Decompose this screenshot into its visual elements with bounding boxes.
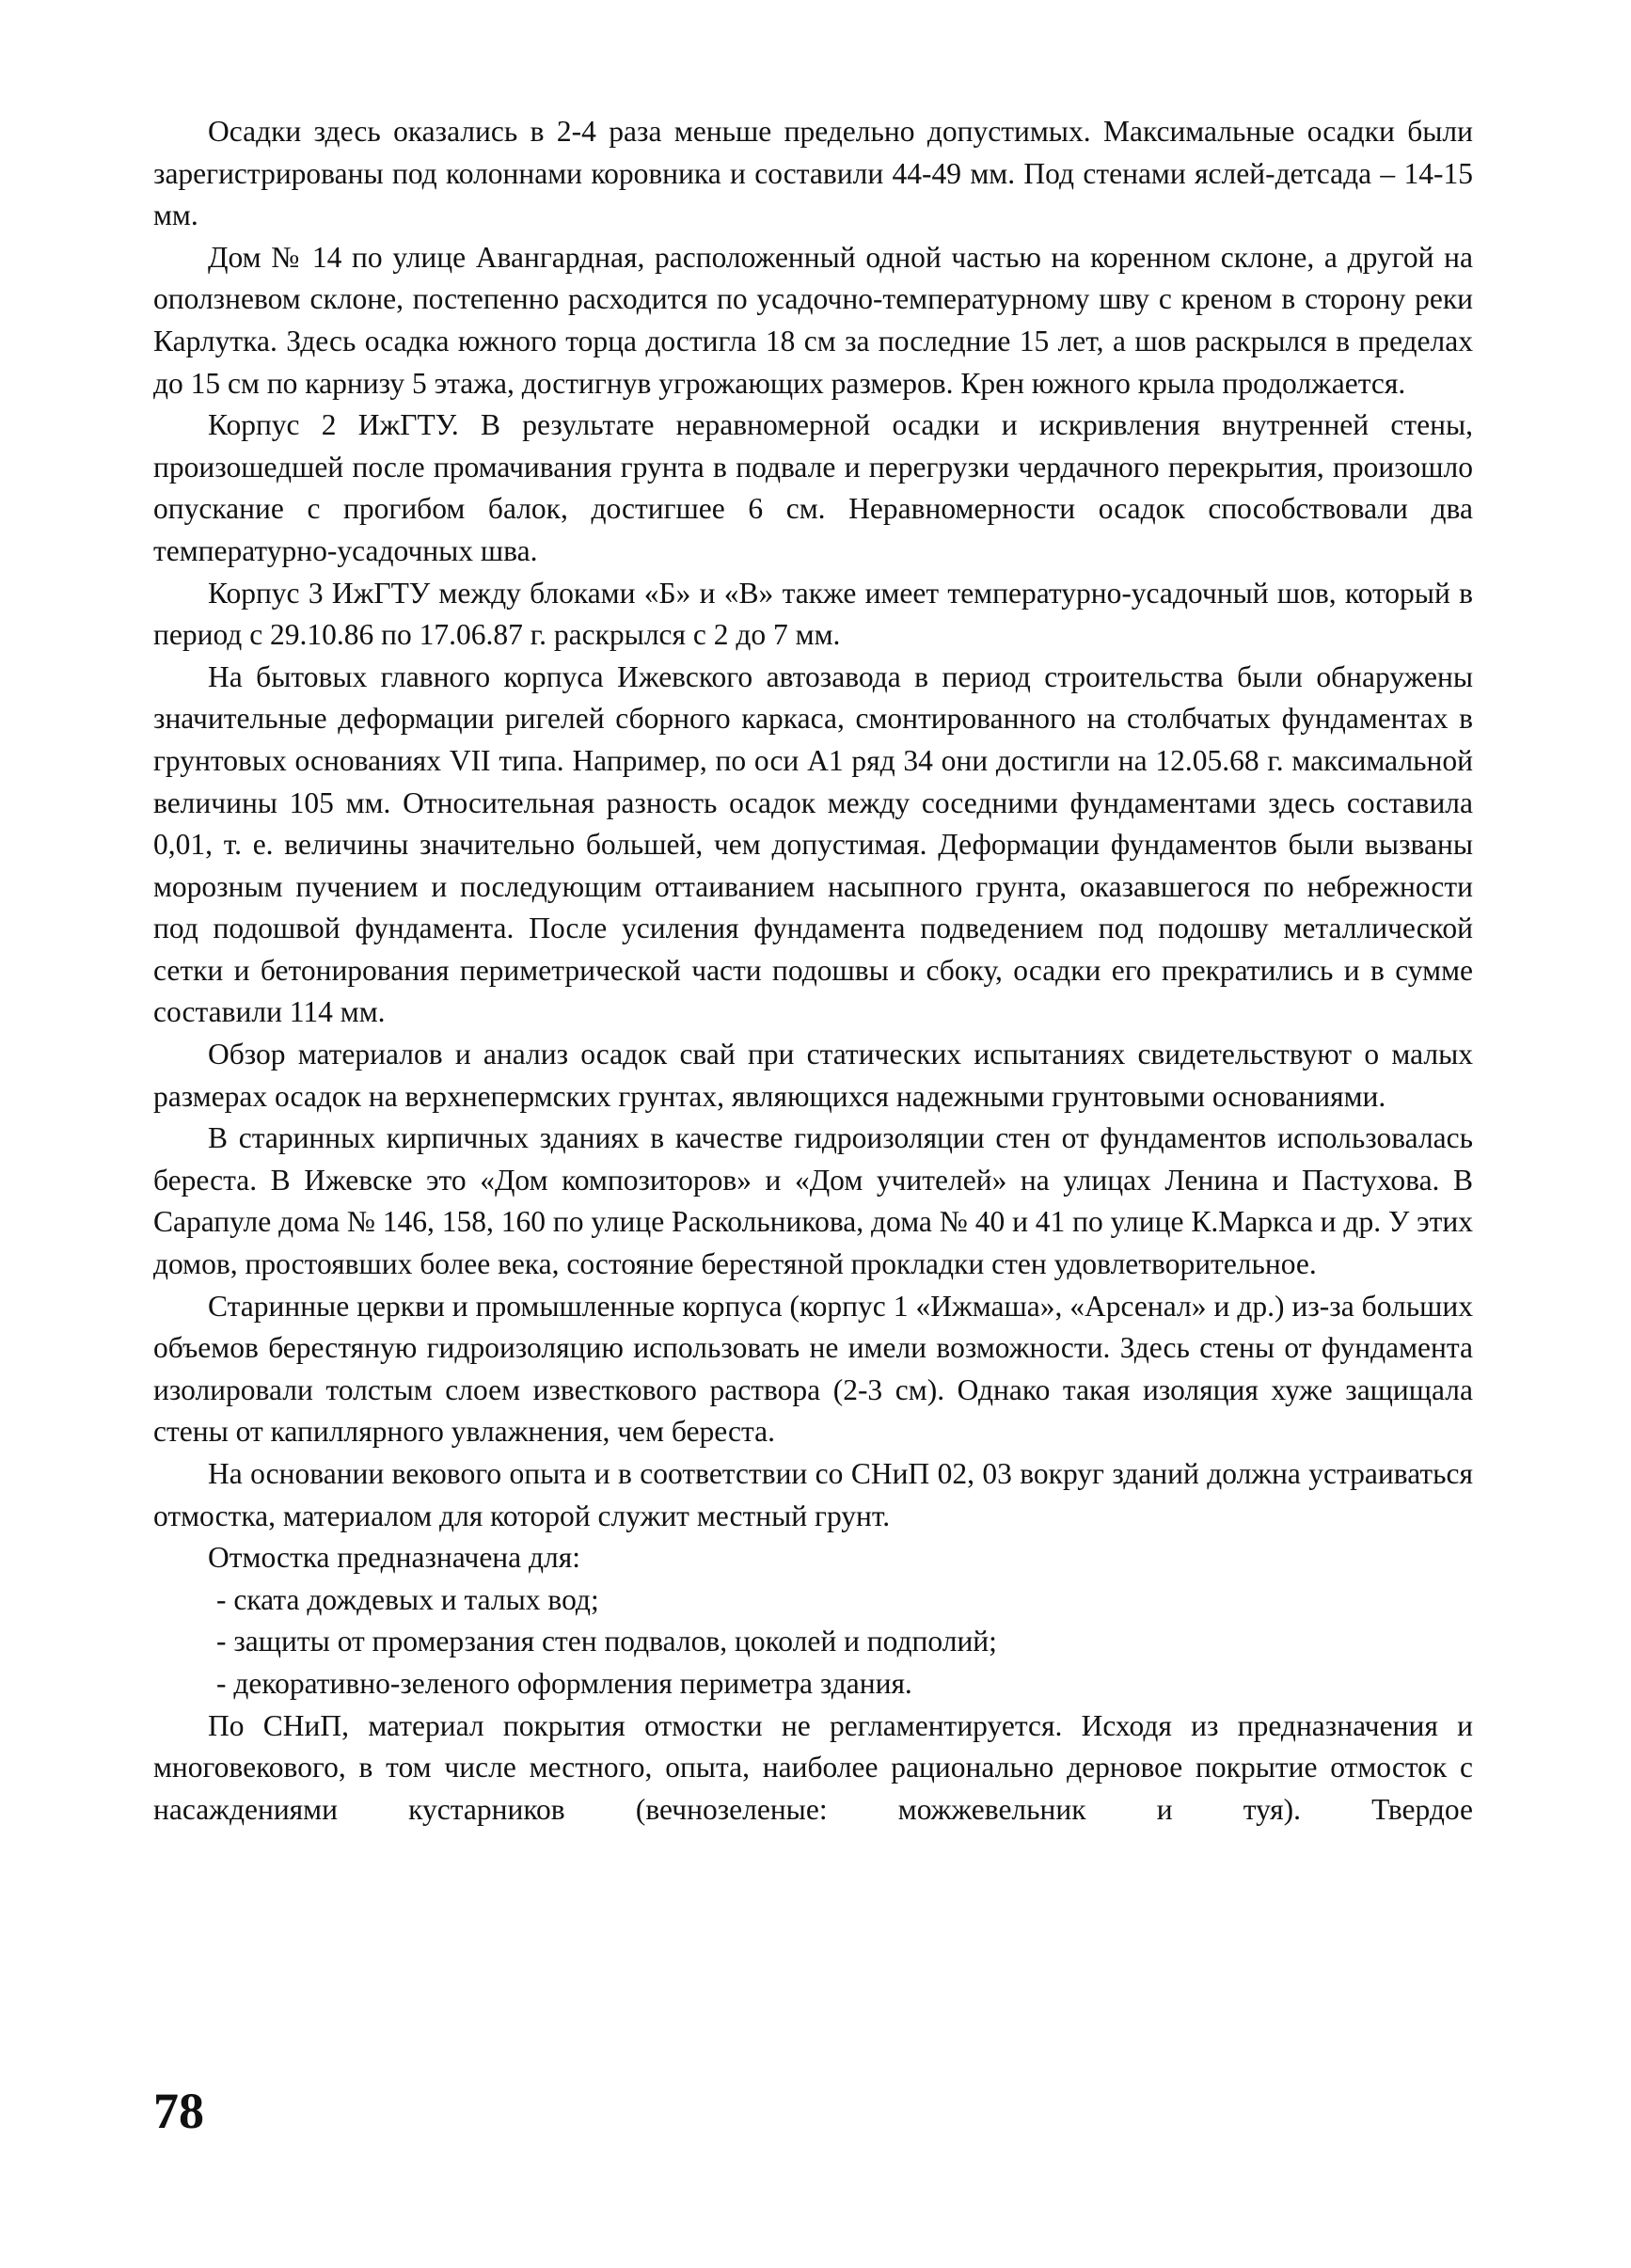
list-item: - декоративно-зеленого оформления периметра здания. [216,1666,912,1700]
paragraph: На бытовых главного корпуса Ижевского автозавода в период строительства были обнаружены значительные деформации ригелей сборного каркаса, смонтированного на столбчатых фундаментах в грунтовых основаниях VII типа. Например, по оси А1 ряд 34 они достигли на 12.05.68 г. максимальной величины 105 мм. Относительная разность осадок между соседними фундаментами здесь составила 0,01, т. е. величины значительно большей, чем допустимая. Деформации фундаментов были вызваны морозным пучением и последующим оттаиванием насыпного грунта, оказавшегося по небрежности под подошвой фундамента. После усиления фундамента подведением под подошву металлической сетки и бетонирования периметрической части подошвы и сбоку, осадки его прекратились и в сумме составили 114 мм. [153,659,1473,1029]
list-item: - защиты от промерзания стен подвалов, цоколей и подполий; [216,1625,997,1658]
paragraph: На основании векового опыта и в соответствии со СНиП 02, 03 вокруг зданий должна устраиваться отмостка, материалом для которой служит местный грунт. [153,1457,1473,1532]
list-item: - ската дождевых и талых вод; [216,1582,599,1616]
paragraph: Корпус 3 ИжГТУ между блоками «Б» и «В» также имеет температурно-усадочный шов, который в период с 29.10.86 по 17.06.87 г. раскрылся с 2 до 7 мм. [153,576,1473,652]
paragraph: В старинных кирпичных зданиях в качестве гидроизоляции стен от фундаментов использовалась береста. В Ижевске это «Дом композиторов» и «Дом учителей» на улицах Ленина и Пастухова. В Сарапуле дома № 146, 158, 160 по улице Раскольникова, дома № 40 и 41 по улице К.Маркса и др. У этих домов, простоявших более века, состояние берестяной прокладки стен удовлетворительное. [153,1121,1474,1281]
page-body [153,111,1473,1831]
paragraph: Старинные церкви и промышленные корпуса (корпус 1 «Ижмаша», «Арсенал» и др.) из-за больших объемов берестяную гидроизоляцию использовать не имели возможности. Здесь стены от фундамента изолировали толстым слоем известкового раствора (2-3 см). Однако такая изоляция хуже защищала стены от капиллярного увлажнения, чем береста. [153,1289,1473,1449]
paragraph: Отмостка предназначена для: [208,1541,580,1575]
paragraph: Дом № 14 по улице Авангардная, расположенный одной частью на коренном склоне, а другой на оползневом склоне, постепенно расходится по усадочно-температурному шву с креном в сторону реки Карлутка. Здесь осадка южного торца достигла 18 см за последние 15 лет, а шов раскрылся в пределах до 15 см по карнизу 5 этажа, достигнув угрожающих размеров. Крен южного крыла продолжается. [153,240,1473,400]
paragraph: Осадки здесь оказались в 2-4 раза меньше предельно допустимых. Максимальные осадки были зарегистрированы под колоннами коровника и составили 44-49 мм. Под стенами яслей-детсада – 14-15 мм. [153,115,1473,232]
paragraph-continued: По СНиП, материал покрытия отмостки не регламентируется. Исходя из предназначения и многовекового, в том числе местного, опыта, наиболее рационально дерновое покрытие отмосток с насаждениями кустарников (вечнозеленые: можжевельник и туя). Твердое [153,1708,1473,1826]
paragraph: Обзор материалов и анализ осадок свай при статических испытаниях свидетельствуют о малых размерах осадок на верхнепермских грунтах, являющихся надежными грунтовыми основаниями. [153,1038,1473,1113]
page-number: 78 [153,2083,204,2139]
paragraph: Корпус 2 ИжГТУ. В результате неравномерной осадки и искривления внутренней стены, произошедшей после промачивания грунта в подвале и перегрузки чердачного перекрытия, произошло опускание с прогибом балок, достигшее 6 см. Неравномерности осадок способствовали два температурно-усадочных шва. [153,408,1473,567]
